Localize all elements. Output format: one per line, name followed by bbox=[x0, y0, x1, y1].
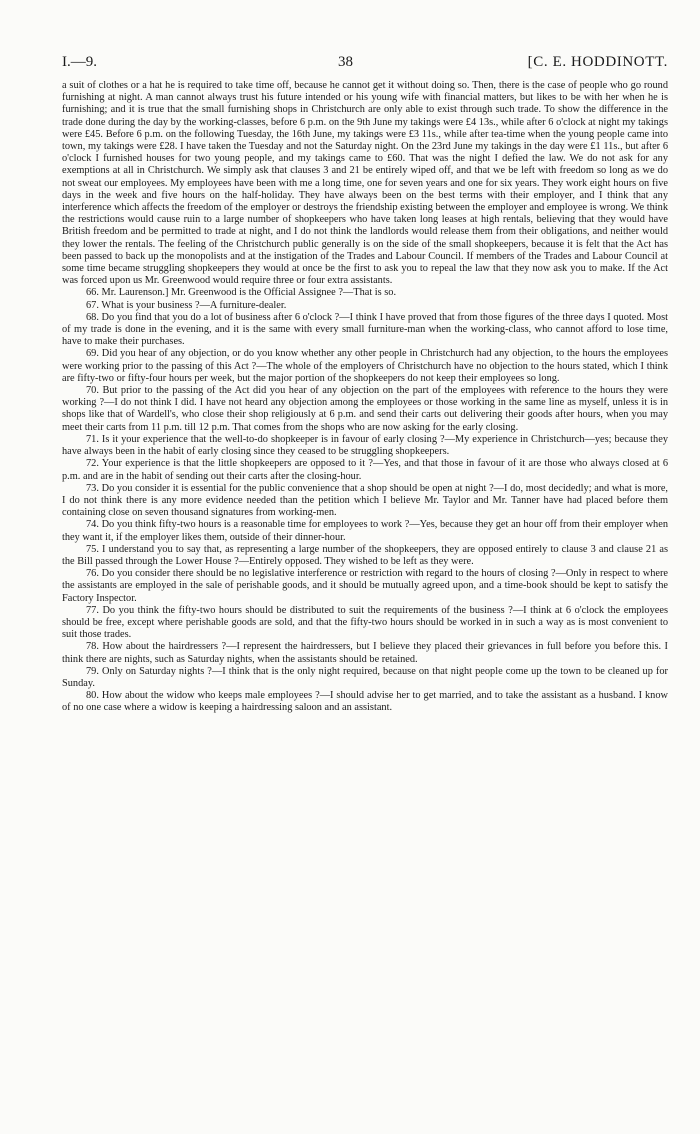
paragraph-continuation: a suit of clothes or a hat he is required to take time off, because he cannot get it without doing so. Then, there is the case of people who go round furnishing at night. A man cannot always trust his future intended or his young wife with financial matters, but likes to be with her when he is furnishing; and it is true that the small furnishing shops in Christchurch are only able to exist through such trade. To show the difference in the trade done during the day by the working-classes, before 6 p.m. on the 9th June my takings were £4 13s., while after 6 o'clock at night my takings were £45. Before 6 p.m. on the following Tuesday, the 16th June, my takings were £3 11s., while after tea-time when the young people came into town, my takings were £28. I have taken the Tuesday and not the Saturday night. On the 23rd June my takings in the day were £1 11s., but after 6 o'clock I furnished houses for two young people, and my takings came to £60. That was the night I defied the law. We do not ask for any exemptions at all in Christchurch. We simply ask that clauses 3 and 21 be entirely wiped off, and that we be left with freedom so long as we do not sweat our employees. My employees have been with me a long time, one for seven years and one for six years. They work eight hours on five days in the week and five hours on the half-holiday. They have always been on the best terms with their employer, and I think that any interference which affects the freedom of the employer or destroys the friendship existing between the employer and employee is wrong. We think the restrictions would cause ruin to a large number of shopkeepers who have taken long leases at high rentals, believing that they would have British freedom and be permitted to trade at night, and I do not think the landlords would release them from their obligations, and neither would they lower the rentals. The feeling of the Christchurch public generally is on the side of the small shopkeepers, because it is felt that the Act has been passed to back up the monopolists and at the instigation of the Trades and Labour Council. If members of the Trades and Labour Council at some time became struggling shopkeepers they would at once be the first to ask you to repeal the law that they now ask you to make. If the Act was forced upon us Mr. Greenwood would require three or four extra assistants. bbox=[62, 80, 668, 287]
question-66: 66. Mr. Laurenson.] Mr. Greenwood is the Official Assignee ?—That is so. bbox=[86, 287, 397, 299]
question-69: 69. Did you hear of any objection, or do you know whether any other people in Christchurch had any objection, to the hours the employees were working prior to the passing of this Act ?—The whole of the employers of Christchurch have no objection to the hours stated, which I think are fifty-two or fifty-four hours per week, but the major portion of the shopkeepers do not keep their employees so long. bbox=[62, 348, 668, 384]
question-73: 73. Do you consider it is essential for the public convenience that a shop should be open at night ?—I do, most decidedly; and what is more, I do not think there is any more evidence needed than the petition which I believe Mr. Taylor and Mr. Tanner have had placed before them containing close on seven thousand signatures from working-men. bbox=[62, 482, 668, 519]
question-70: 70. But prior to the passing of the Act did you hear of any objection on the part of the employees with reference to the hours they were working ?—I do not think I did. I have not heard any objection among the employees or those working in the same line as myself, unless it is in shops like that of Wardell's, who close their shop religiously at 6 p.m. and send their carts out delivering their goods after hours, when you may meet their carts from 11 p.m. till 12 p.m. That comes from the shops who are now asking for the early closing. bbox=[62, 385, 668, 433]
question-68: 68. Do you find that you do a lot of business after 6 o'clock ?—I think I have proved that from those figures of the three days I quoted. Most of my trade is done in the evening, and it is the same with every small furniture-man when the working-class, who cannot afford to lose time, have to make their purchases. bbox=[62, 311, 668, 348]
question-72: 72. Your experience is that the little shopkeepers are opposed to it ?—Yes, and that those in favour of it are those who always closed at 6 p.m. and are in the habit of sending out their carts after the closing-hour. bbox=[62, 458, 668, 482]
question-78: 78. How about the hairdressers ?—I represent the hairdressers, but I believe they placed their grievances in full before you before this. I think there are nights, such as Saturday nights, when the assistants should be retained. bbox=[62, 641, 668, 665]
question-75: 75. I understand you to say that, as representing a large number of the shopkeepers, they are opposed entirely to clause 3 and clause 21 as the Bill passed through the Lower House ?—Entirely opposed. They wished to be left as they were. bbox=[62, 543, 668, 567]
document-reference: I.—9. bbox=[62, 54, 97, 70]
question-71: 71. Is it your experience that the well-to-do shopkeeper is in favour of early closing ?—My experience in Christchurch—yes; because they have always been in the habit of early closing since they ceased to be struggling shopkeepers. bbox=[62, 433, 668, 458]
question-77: 77. Do you think the fifty-two hours should be distributed to suit the requirements of the business ?—I think at 6 o'clock the employees should be free, except where perishable goods are sold, and that the fifty-two hours should be worked in in such a way as is most convenient to suit those trades. bbox=[62, 604, 668, 641]
question-79: 79. Only on Saturday nights ?—I think that is the only night required, because on that night people come up the town to be cleaned up for Sunday. bbox=[62, 665, 668, 689]
question-74: 74. Do you think fifty-two hours is a reasonable time for employees to work ?—Yes, because they get an hour off from their employer when they want it, if the employer likes them, outside of their dinner-hour. bbox=[62, 519, 668, 543]
witness-name: [C. E. HODDINOTT. bbox=[527, 54, 668, 70]
body-text bbox=[62, 80, 668, 715]
question-80: 80. How about the widow who keeps male employees ?—I should advise her to get married, and to take the assistant as a husband. I know of no one case where a widow is keeping a hairdressing saloon and an assistant. bbox=[62, 690, 668, 714]
question-76: 76. Do you consider there should be no legislative interference or restriction with regard to the hours of closing ?—Only in respect to where the assistants are employed in the sale of perishable goods, and it should be mutually agreed upon, and a time-book should be kept to satisfy the Factory Inspector. bbox=[62, 568, 668, 604]
page-header bbox=[62, 54, 668, 74]
question-67: 67. What is your business ?—A furniture-dealer. bbox=[86, 299, 287, 311]
page-number: 38 bbox=[338, 54, 353, 70]
